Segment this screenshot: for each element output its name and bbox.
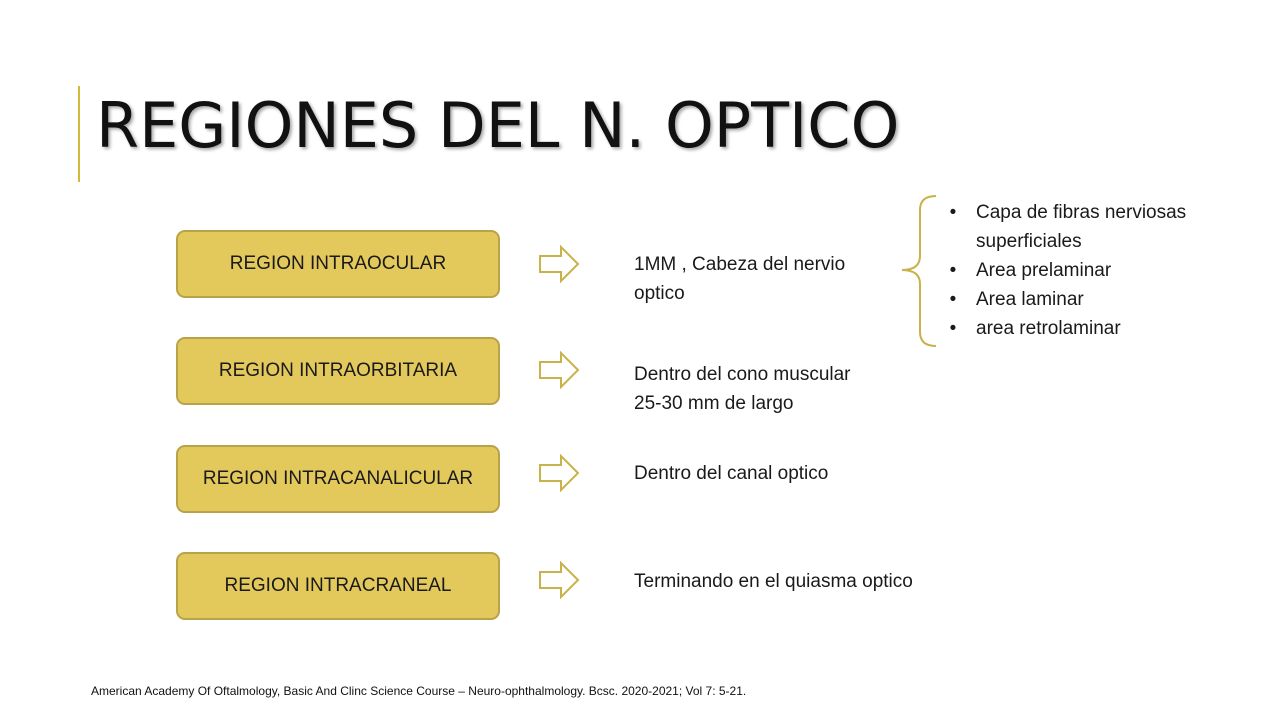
citation-footer: American Academy Of Oftalmology, Basic And Clinc Science Course – Neuro-ophthalmology. Bcsc. 2020-2021; Vol 7: 5-21.: [91, 684, 747, 698]
list-item: [946, 314, 1186, 343]
description-intracraneal: [634, 567, 913, 596]
description-line: Terminando en el quiasma optico: [634, 571, 913, 592]
region-box-intracanalicular: REGION INTRACANALICULAR: [176, 445, 500, 513]
list-item-text: Area laminar: [976, 289, 1084, 310]
list-item-text: Area prelaminar: [976, 260, 1112, 281]
region-box-intraorbitaria: REGION INTRAORBITARIA: [176, 337, 500, 405]
bullet-glyph: •: [949, 260, 957, 281]
right-arrow-icon: [538, 351, 582, 389]
description-line: optico: [634, 283, 685, 304]
description-intraorbitaria: [634, 360, 851, 418]
description-intraocular: [634, 250, 845, 308]
description-line: 25-30 mm de largo: [634, 393, 794, 414]
list-item-text: Capa de fibras nerviosas: [976, 202, 1187, 223]
list-item: [946, 256, 1186, 285]
curly-brace-icon: [898, 194, 942, 348]
list-item: [946, 198, 1186, 256]
description-line: 1MM , Cabeza del nervio: [634, 254, 846, 275]
list-item-text: area retrolaminar: [976, 318, 1121, 339]
description-intracanalicular: [634, 459, 828, 488]
description-line: Dentro del canal optico: [634, 463, 829, 484]
bullet-glyph: •: [949, 289, 957, 310]
bullet-glyph: •: [949, 202, 957, 223]
title-accent-line: [78, 86, 80, 182]
intraocular-subregions-list: [946, 198, 1186, 343]
region-box-intraocular: REGION INTRAOCULAR: [176, 230, 500, 298]
slide-title: REGIONES DEL N. OPTICO: [96, 89, 900, 162]
right-arrow-icon: [538, 245, 582, 283]
list-item: [946, 285, 1186, 314]
bullet-glyph: •: [949, 318, 957, 339]
list-item-text: superficiales: [976, 231, 1082, 252]
right-arrow-icon: [538, 454, 582, 492]
region-box-intracraneal: REGION INTRACRANEAL: [176, 552, 500, 620]
right-arrow-icon: [538, 561, 582, 599]
description-line: Dentro del cono muscular: [634, 364, 851, 385]
